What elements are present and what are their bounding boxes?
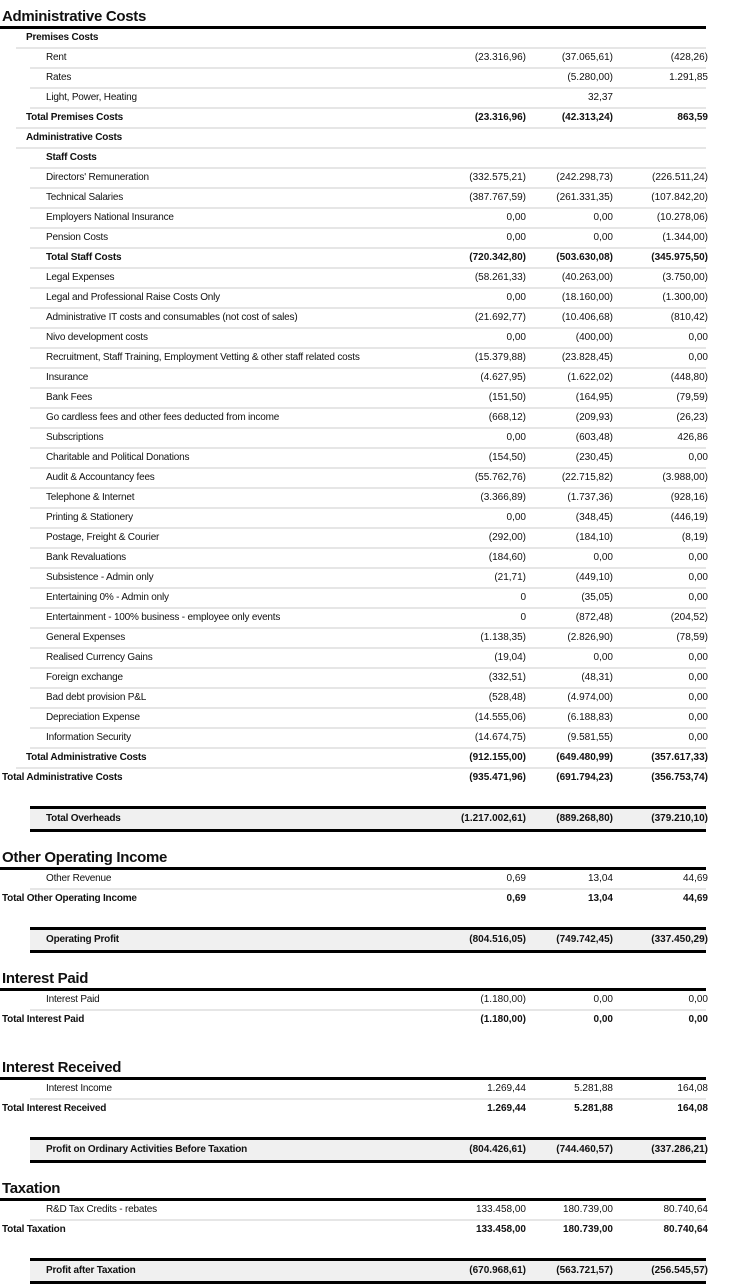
table-row-directors-remuneration <box>30 169 706 189</box>
row-label: Employers National Insurance <box>46 212 174 223</box>
row-value-period-1: (58.261,33) <box>474 272 526 283</box>
table-row-legal-expenses <box>30 269 706 289</box>
row-value-period-1: 0,00 <box>506 212 526 223</box>
row-label: Insurance <box>46 372 89 383</box>
row-label: Total Administrative Costs <box>26 752 147 763</box>
table-row-subsistence-admin-only <box>30 569 706 589</box>
row-value-period-1: 0 <box>520 612 526 623</box>
table-row-general-expenses <box>30 629 706 649</box>
section-heading-other-operating-income: Other Operating Income <box>0 849 706 870</box>
row-value-period-1: (332.575,21) <box>469 172 526 183</box>
row-value-period-1: (1.138,35) <box>480 632 526 643</box>
row-value-period-1: (804.516,05) <box>469 934 526 945</box>
row-value-period-2: (230,45) <box>575 452 613 463</box>
row-value-period-3: (356.753,74) <box>651 772 708 783</box>
row-value-period-3: (379.210,10) <box>651 813 708 824</box>
table-row-entertaining-0-admin-only <box>30 589 706 609</box>
row-value-period-2: 5.281,88 <box>574 1103 613 1114</box>
row-value-period-3: (79,59) <box>676 392 708 403</box>
row-value-period-1: 0,00 <box>506 432 526 443</box>
row-value-period-2: (23.828,45) <box>561 352 613 363</box>
row-value-period-1: 0 <box>520 592 526 603</box>
table-row-total-premises-costs <box>16 109 706 129</box>
table-row-legal-and-professional-raise-costs-only <box>30 289 706 309</box>
row-value-period-3: (1.300,00) <box>662 292 708 303</box>
row-value-period-3: (337.450,29) <box>651 934 708 945</box>
row-value-period-3: 44,69 <box>682 873 708 884</box>
row-value-period-3: (26,23) <box>676 412 708 423</box>
table-row-employers-national-insurance <box>30 209 706 229</box>
table-row-subscriptions <box>30 429 706 449</box>
row-label: Total Interest Paid <box>2 1014 85 1025</box>
row-label: Realised Currency Gains <box>46 652 153 663</box>
summary-row-profit-after-taxation <box>30 1258 706 1284</box>
table-row-foreign-exchange <box>30 669 706 689</box>
table-row-realised-currency-gains <box>30 649 706 669</box>
row-value-period-3: 0,00 <box>688 592 708 603</box>
row-value-period-3: (357.617,33) <box>651 752 708 763</box>
row-value-period-2: (42.313,24) <box>561 112 613 123</box>
row-value-period-1: (55.762,76) <box>474 472 526 483</box>
row-value-period-3: 0,00 <box>688 652 708 663</box>
row-value-period-3: (107.842,20) <box>651 192 708 203</box>
table-row-other-revenue <box>30 870 706 890</box>
row-value-period-2: (889.268,80) <box>556 813 613 824</box>
row-value-period-2: 0,00 <box>593 652 613 663</box>
table-row-nivo-development-costs <box>30 329 706 349</box>
table-row-bad-debt-provision-p-l <box>30 689 706 709</box>
table-row-total-taxation <box>0 1221 706 1241</box>
row-label: Total Taxation <box>2 1224 66 1235</box>
row-value-period-2: (6.188,83) <box>567 712 613 723</box>
row-value-period-3: (1.344,00) <box>662 232 708 243</box>
row-value-period-3: (8,19) <box>681 532 708 543</box>
row-value-period-2: 0,00 <box>593 212 613 223</box>
row-value-period-1: (292,00) <box>488 532 526 543</box>
row-value-period-2: 13,04 <box>587 893 613 904</box>
row-label: Interest Income <box>46 1083 112 1094</box>
row-value-period-2: (35,05) <box>581 592 613 603</box>
row-label: Total Interest Received <box>2 1103 107 1114</box>
table-row-administrative-costs <box>16 129 706 149</box>
row-value-period-2: (348,45) <box>575 512 613 523</box>
row-value-period-2: 180.739,00 <box>562 1204 613 1215</box>
table-row-entertainment-100-business-employee-only-events <box>30 609 706 629</box>
row-value-period-2: (184,10) <box>575 532 613 543</box>
row-value-period-1: (154,50) <box>488 452 526 463</box>
table-row-information-security <box>30 729 706 749</box>
row-label: Postage, Freight & Courier <box>46 532 160 543</box>
row-value-period-3: (78,59) <box>676 632 708 643</box>
row-label: Bank Revaluations <box>46 552 126 563</box>
row-value-period-3: 426,86 <box>677 432 708 443</box>
row-label: Bank Fees <box>46 392 93 403</box>
row-value-period-1: (21.692,77) <box>474 312 526 323</box>
row-value-period-2: (503.630,08) <box>556 252 613 263</box>
row-value-period-3: 0,00 <box>688 994 708 1005</box>
row-value-period-3: (337.286,21) <box>651 1144 708 1155</box>
row-value-period-1: (912.155,00) <box>469 752 526 763</box>
row-value-period-1: (15.379,88) <box>474 352 526 363</box>
row-label: Subsistence - Admin only <box>46 572 154 583</box>
row-label: Pension Costs <box>46 232 108 243</box>
row-label: Nivo development costs <box>46 332 148 343</box>
row-label: Total Administrative Costs <box>2 772 123 783</box>
row-label: Rates <box>46 72 72 83</box>
row-label: Technical Salaries <box>46 192 123 203</box>
row-value-period-3: 0,00 <box>688 672 708 683</box>
row-value-period-3: 0,00 <box>688 352 708 363</box>
row-value-period-2: (48,31) <box>581 672 613 683</box>
row-value-period-2: (209,93) <box>575 412 613 423</box>
row-value-period-2: (1.622,02) <box>567 372 613 383</box>
row-label: Information Security <box>46 732 131 743</box>
row-label: Light, Power, Heating <box>46 92 137 103</box>
row-value-period-1: (3.366,89) <box>480 492 526 503</box>
row-value-period-1: (1.217.002,61) <box>460 813 526 824</box>
row-value-period-2: (649.480,99) <box>556 752 613 763</box>
summary-row-profit-on-ordinary-activities-before-taxation <box>30 1137 706 1163</box>
table-row-total-administrative-costs <box>0 769 706 789</box>
row-value-period-1: (23.316,96) <box>474 112 526 123</box>
row-value-period-2: 32,37 <box>587 92 613 103</box>
row-value-period-1: 0,00 <box>506 232 526 243</box>
table-row-bank-revaluations <box>30 549 706 569</box>
row-value-period-2: (9.581,55) <box>567 732 613 743</box>
row-value-period-2: (164,95) <box>575 392 613 403</box>
row-label: Legal Expenses <box>46 272 115 283</box>
row-value-period-2: (5.280,00) <box>567 72 613 83</box>
table-row-total-interest-received <box>0 1100 706 1120</box>
row-value-period-3: (256.545,57) <box>651 1265 708 1276</box>
row-value-period-1: (14.674,75) <box>474 732 526 743</box>
row-value-period-1: (1.180,00) <box>480 994 526 1005</box>
row-label: Administrative IT costs and consumables (not cost of sales) <box>46 312 298 323</box>
row-value-period-2: 13,04 <box>587 873 613 884</box>
section-heading-administrative-costs: Administrative Costs <box>0 8 706 29</box>
row-value-period-1: 1.269,44 <box>487 1103 526 1114</box>
table-row-administrative-it-costs-and-consumables-not-cost-of-sales <box>30 309 706 329</box>
row-value-period-1: 0,00 <box>506 292 526 303</box>
row-value-period-1: (184,60) <box>488 552 526 563</box>
table-row-light-power-heating <box>30 89 706 109</box>
row-value-period-3: (345.975,50) <box>651 252 708 263</box>
row-value-period-3: 0,00 <box>688 732 708 743</box>
row-value-period-2: (749.742,45) <box>556 934 613 945</box>
row-value-period-3: (810,42) <box>670 312 708 323</box>
row-label: Audit & Accountancy fees <box>46 472 155 483</box>
row-value-period-3: 0,00 <box>688 332 708 343</box>
row-value-period-3: 0,00 <box>688 692 708 703</box>
row-label: Interest Paid <box>46 994 100 1005</box>
row-label: Legal and Professional Raise Costs Only <box>46 292 220 303</box>
table-row-interest-income <box>30 1080 706 1100</box>
row-value-period-1: (21,71) <box>494 572 526 583</box>
row-value-period-1: 1.269,44 <box>487 1083 526 1094</box>
row-value-period-3: 164,08 <box>677 1103 708 1114</box>
table-row-go-cardless-fees-and-other-fees-deducted-from-income <box>30 409 706 429</box>
row-value-period-3: (226.511,24) <box>652 172 708 183</box>
table-row-staff-costs <box>30 149 706 169</box>
row-label: Profit on Ordinary Activities Before Taxation <box>46 1144 248 1155</box>
row-value-period-1: 133.458,00 <box>475 1204 526 1215</box>
row-value-period-2: 0,00 <box>593 552 613 563</box>
row-value-period-1: (23.316,96) <box>474 52 526 63</box>
row-label: Premises Costs <box>26 32 99 43</box>
row-value-period-2: (691.794,23) <box>556 772 613 783</box>
row-value-period-3: 1.291,85 <box>669 72 708 83</box>
row-label: Entertaining 0% - Admin only <box>46 592 169 603</box>
row-value-period-1: (1.180,00) <box>480 1014 526 1025</box>
row-value-period-2: (872,48) <box>575 612 613 623</box>
row-label: Telephone & Internet <box>46 492 135 503</box>
table-row-telephone-internet <box>30 489 706 509</box>
row-value-period-2: 0,00 <box>593 994 613 1005</box>
table-row-technical-salaries <box>30 189 706 209</box>
table-row-interest-paid <box>30 991 706 1011</box>
row-value-period-2: (40.263,00) <box>561 272 613 283</box>
row-label: Staff Costs <box>46 152 97 163</box>
row-value-period-3: 164,08 <box>677 1083 708 1094</box>
row-value-period-3: (428,26) <box>670 52 708 63</box>
row-value-period-2: (4.974,00) <box>567 692 613 703</box>
table-row-premises-costs <box>16 29 706 49</box>
row-value-period-3: 80.740,64 <box>663 1224 708 1235</box>
row-value-period-3: 863,59 <box>677 112 708 123</box>
row-value-period-1: (4.627,95) <box>480 372 526 383</box>
row-value-period-1: (720.342,80) <box>469 252 526 263</box>
table-row-bank-fees <box>30 389 706 409</box>
row-value-period-2: 0,00 <box>593 1014 613 1025</box>
row-label: Directors' Remuneration <box>46 172 149 183</box>
row-label: General Expenses <box>46 632 126 643</box>
row-value-period-1: (670.968,61) <box>469 1265 526 1276</box>
section-heading-taxation: Taxation <box>0 1180 706 1201</box>
row-label: Total Overheads <box>46 813 121 824</box>
row-value-period-3: 44,69 <box>682 893 708 904</box>
row-value-period-2: (10.406,68) <box>561 312 613 323</box>
row-label: Rent <box>46 52 67 63</box>
row-value-period-2: (242.298,73) <box>556 172 613 183</box>
table-row-rates <box>30 69 706 89</box>
row-value-period-1: 0,00 <box>506 332 526 343</box>
row-value-period-3: (3.750,00) <box>662 272 708 283</box>
table-row-total-staff-costs <box>30 249 706 269</box>
row-value-period-2: (400,00) <box>575 332 613 343</box>
row-value-period-2: 5.281,88 <box>574 1083 613 1094</box>
row-value-period-1: 0,00 <box>506 512 526 523</box>
summary-row-operating-profit <box>30 927 706 953</box>
row-value-period-1: (804.426,61) <box>469 1144 526 1155</box>
row-label: Depreciation Expense <box>46 712 140 723</box>
row-value-period-1: 0,69 <box>506 893 526 904</box>
row-value-period-1: (935.471,96) <box>469 772 526 783</box>
row-value-period-3: 80.740,64 <box>663 1204 708 1215</box>
row-label: Charitable and Political Donations <box>46 452 190 463</box>
row-value-period-2: (1.737,36) <box>567 492 613 503</box>
table-row-total-administrative-costs <box>16 749 706 769</box>
table-row-rent <box>30 49 706 69</box>
row-value-period-1: (668,12) <box>488 412 526 423</box>
section-heading-interest-received: Interest Received <box>0 1059 706 1080</box>
row-label: Total Other Operating Income <box>2 893 137 904</box>
row-value-period-2: (563.721,57) <box>556 1265 613 1276</box>
table-row-total-interest-paid <box>0 1011 706 1031</box>
row-value-period-2: (37.065,61) <box>561 52 613 63</box>
row-value-period-1: (19,04) <box>494 652 526 663</box>
row-value-period-3: 0,00 <box>688 452 708 463</box>
summary-row-total-overheads <box>30 806 706 832</box>
row-label: Subscriptions <box>46 432 104 443</box>
table-row-audit-accountancy-fees <box>30 469 706 489</box>
row-value-period-1: (151,50) <box>488 392 526 403</box>
row-value-period-3: (448,80) <box>670 372 708 383</box>
row-label: R&D Tax Credits - rebates <box>46 1204 157 1215</box>
row-label: Printing & Stationery <box>46 512 133 523</box>
row-value-period-1: (332,51) <box>488 672 526 683</box>
row-value-period-2: (261.331,35) <box>556 192 613 203</box>
row-label: Foreign exchange <box>46 672 123 683</box>
section-heading-interest-paid: Interest Paid <box>0 970 706 991</box>
row-label: Go cardless fees and other fees deducted from income <box>46 412 280 423</box>
row-label: Profit after Taxation <box>46 1265 136 1276</box>
row-label: Bad debt provision P&L <box>46 692 147 703</box>
row-value-period-2: 180.739,00 <box>562 1224 613 1235</box>
row-value-period-1: (14.555,06) <box>474 712 526 723</box>
row-value-period-3: (3.988,00) <box>662 472 708 483</box>
table-row-recruitment-staff-training-employment-vetting-other-staff-related-costs <box>30 349 706 369</box>
row-label: Recruitment, Staff Training, Employment Vetting & other staff related costs <box>46 352 360 363</box>
row-value-period-3: (204,52) <box>670 612 708 623</box>
row-label: Total Premises Costs <box>26 112 123 123</box>
table-row-charitable-and-political-donations <box>30 449 706 469</box>
row-value-period-2: 0,00 <box>593 232 613 243</box>
row-value-period-2: (22.715,82) <box>561 472 613 483</box>
row-value-period-1: (387.767,59) <box>469 192 526 203</box>
row-value-period-1: 133.458,00 <box>475 1224 526 1235</box>
table-row-printing-stationery <box>30 509 706 529</box>
table-row-total-other-operating-income <box>0 890 706 910</box>
table-row-insurance <box>30 369 706 389</box>
table-row-r-d-tax-credits-rebates <box>30 1201 706 1221</box>
row-value-period-1: 0,69 <box>506 873 526 884</box>
row-value-period-1: (528,48) <box>488 692 526 703</box>
table-row-postage-freight-courier <box>30 529 706 549</box>
row-value-period-2: (744.460,57) <box>556 1144 613 1155</box>
row-value-period-2: (2.826,90) <box>567 632 613 643</box>
row-value-period-3: 0,00 <box>688 1014 708 1025</box>
row-label: Total Staff Costs <box>46 252 122 263</box>
row-value-period-3: (446,19) <box>670 512 708 523</box>
row-value-period-2: (18.160,00) <box>561 292 613 303</box>
row-value-period-3: 0,00 <box>688 552 708 563</box>
row-value-period-3: 0,00 <box>688 572 708 583</box>
row-value-period-3: 0,00 <box>688 712 708 723</box>
row-value-period-3: (10.278,06) <box>656 212 708 223</box>
row-label: Operating Profit <box>46 934 119 945</box>
table-row-depreciation-expense <box>30 709 706 729</box>
row-value-period-3: (928,16) <box>670 492 708 503</box>
row-label: Other Revenue <box>46 873 112 884</box>
row-value-period-2: (603,48) <box>575 432 613 443</box>
row-label: Entertainment - 100% business - employee only events <box>46 612 281 623</box>
row-value-period-2: (449,10) <box>575 572 613 583</box>
table-row-pension-costs <box>30 229 706 249</box>
row-label: Administrative Costs <box>26 132 123 143</box>
